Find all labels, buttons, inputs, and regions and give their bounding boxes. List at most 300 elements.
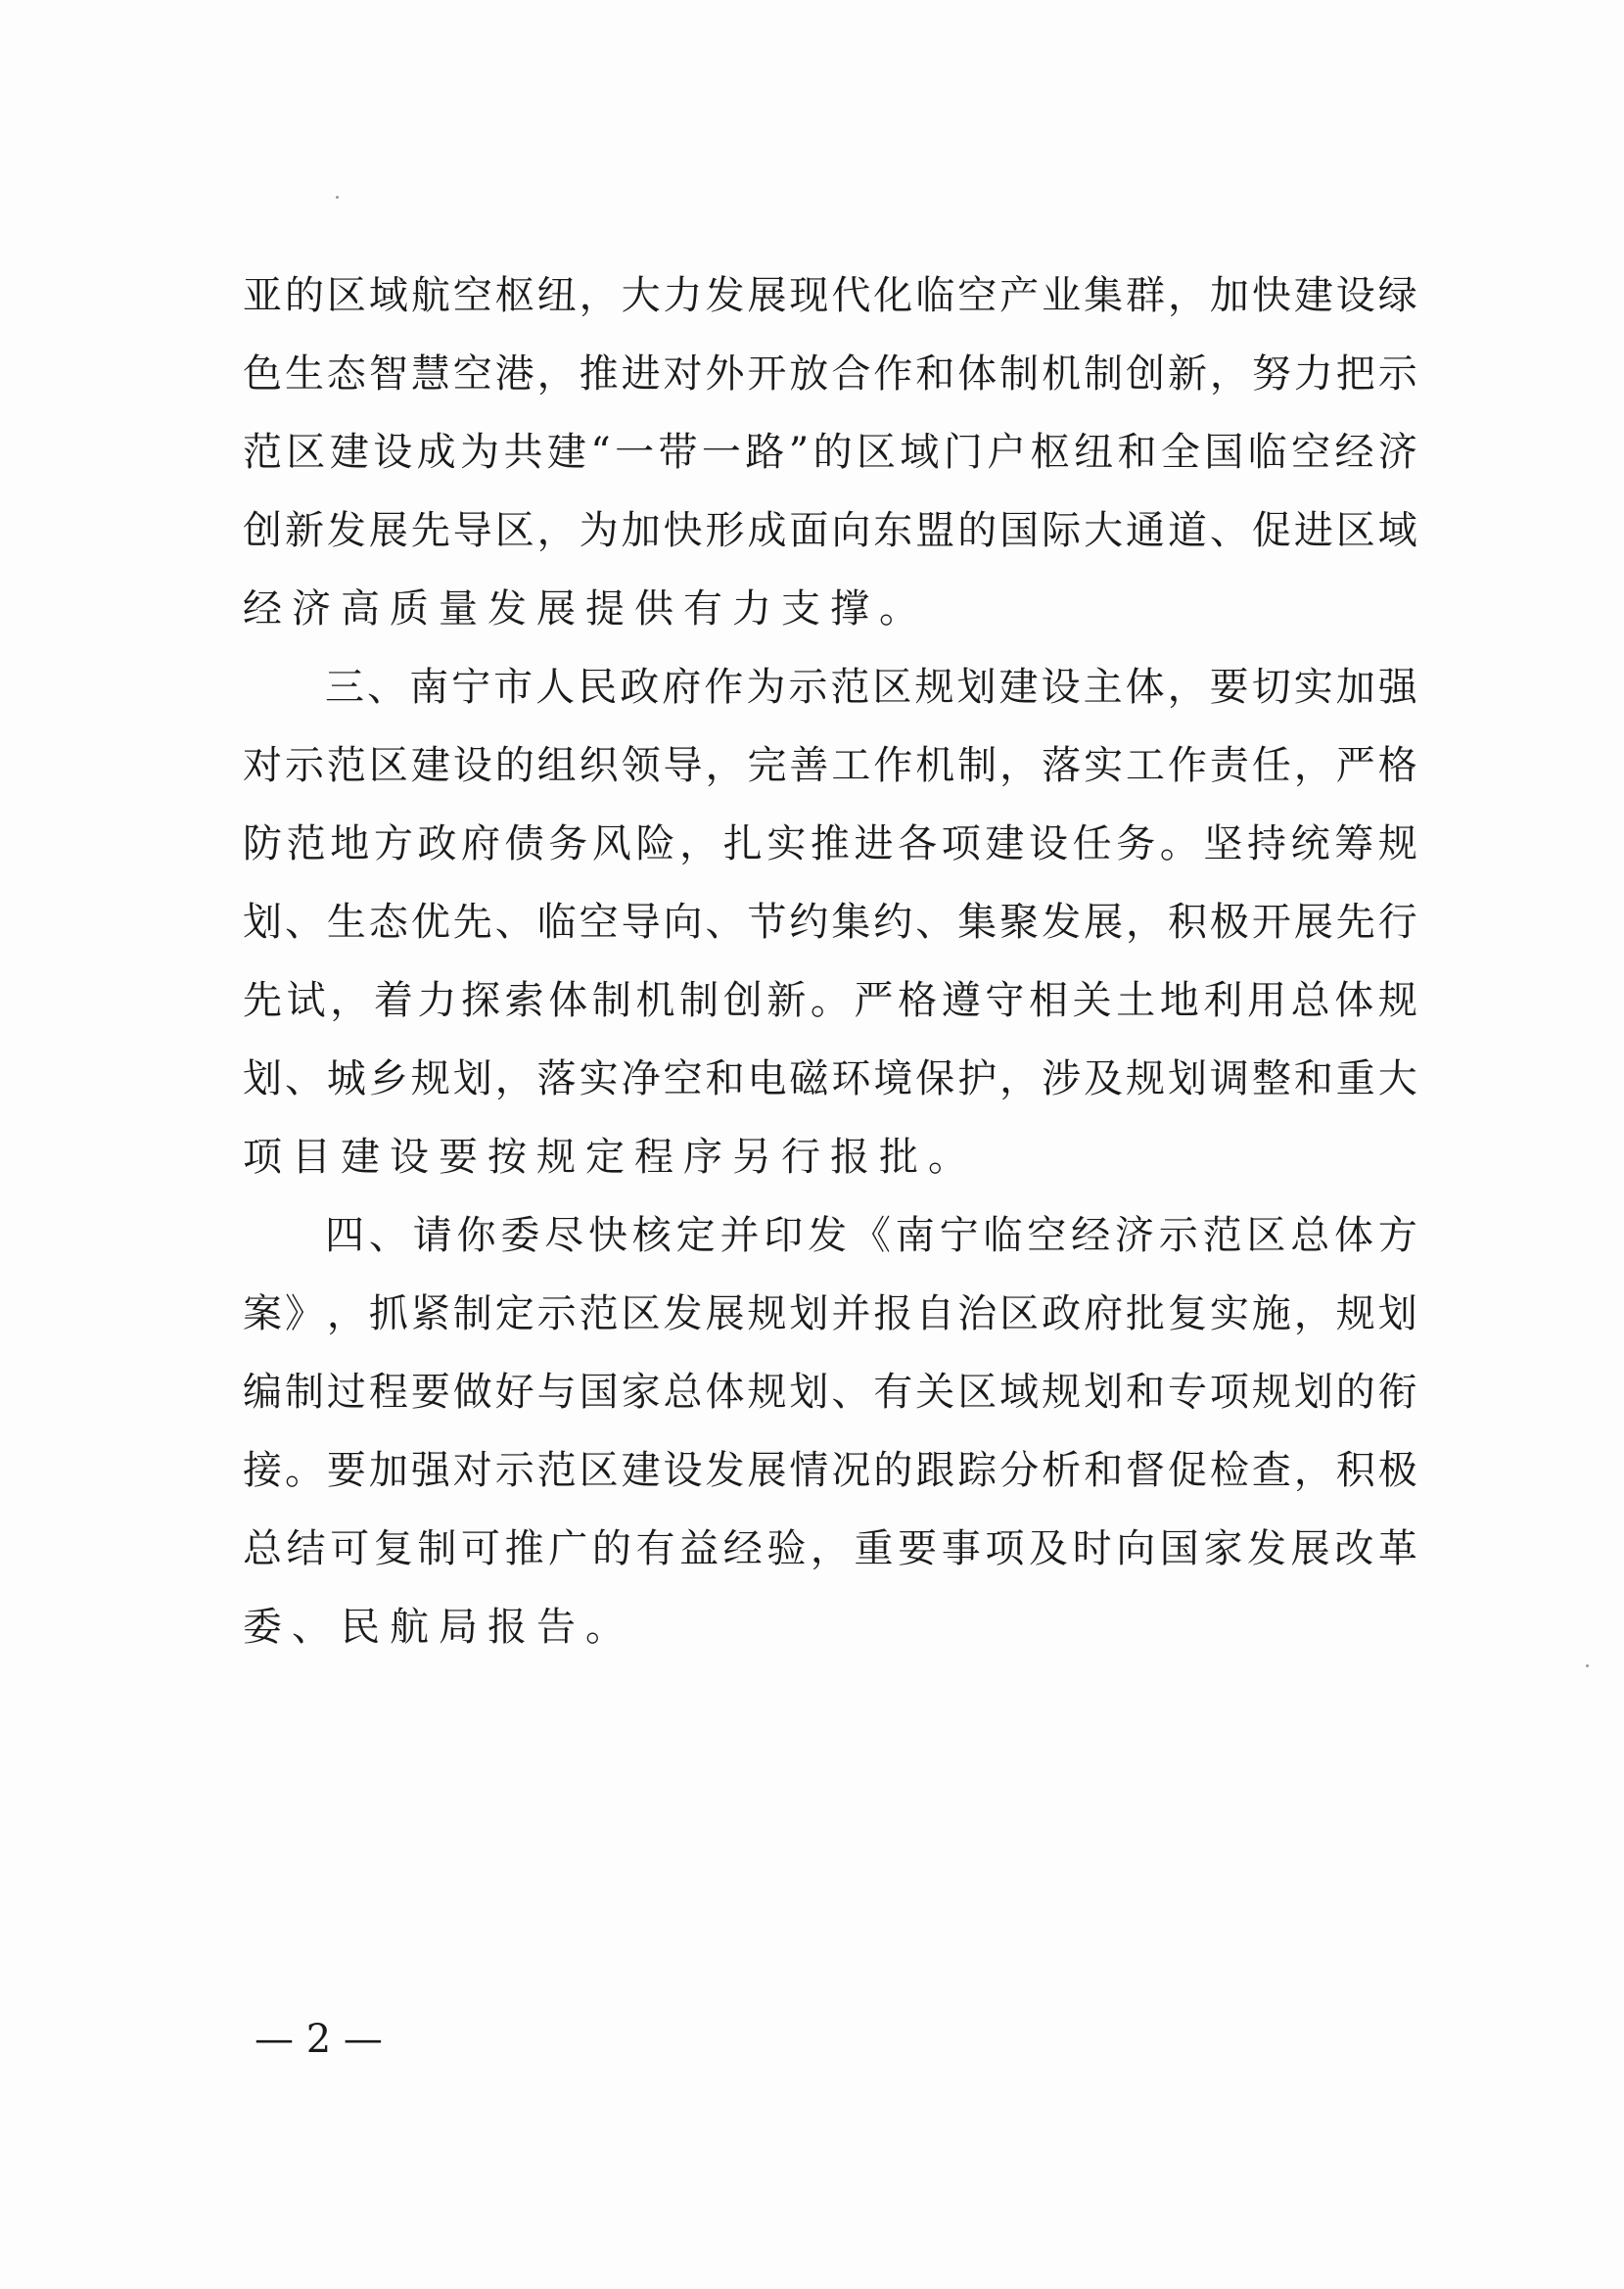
text-char: 推 xyxy=(579,351,619,397)
text-char: 。 xyxy=(1159,821,1199,866)
text-char: 坚 xyxy=(1203,821,1243,866)
text-char: 慧 xyxy=(410,351,450,397)
text-char: 宁 xyxy=(451,665,491,710)
text-char: 新 xyxy=(284,508,324,553)
text-char: 有 xyxy=(635,1526,675,1571)
text-char: 自 xyxy=(915,1291,955,1336)
text-char: 批 xyxy=(1126,1291,1166,1336)
text-char: 快 xyxy=(1251,273,1291,318)
text-char: 区 xyxy=(872,665,912,710)
text-char: 开 xyxy=(747,351,787,397)
text-char: 情 xyxy=(789,1448,829,1493)
text-char: 严 xyxy=(1335,743,1375,788)
text-char: 建 xyxy=(410,743,450,788)
text-char: ， xyxy=(326,1291,366,1336)
text-char: 亚 xyxy=(243,273,282,318)
text-char: 持 xyxy=(1247,821,1287,866)
body-text xyxy=(243,257,1417,1666)
text-char: ， xyxy=(1209,351,1249,397)
text-char: 智 xyxy=(368,351,408,397)
text-char: 节 xyxy=(747,900,787,945)
scan-speck xyxy=(1586,1664,1589,1667)
text-char: 化 xyxy=(873,273,913,318)
text-char: ， xyxy=(1167,273,1207,318)
text-line xyxy=(243,805,1417,883)
text-char: 善 xyxy=(789,743,829,788)
text-char: 况 xyxy=(831,1448,871,1493)
text-char: 生 xyxy=(284,351,324,397)
text-char: 磁 xyxy=(789,1056,829,1101)
text-char: 和 xyxy=(915,351,955,397)
text-char: 编 xyxy=(243,1370,282,1415)
text-char: 广 xyxy=(548,1526,588,1571)
text-char: 创 xyxy=(243,508,282,553)
text-char: 有 xyxy=(873,1370,913,1415)
scan-speck xyxy=(336,196,339,199)
text-char: 合 xyxy=(831,351,871,397)
text-char: 筹 xyxy=(1334,821,1374,866)
text-char: 示 xyxy=(494,1448,534,1493)
text-char: 作 xyxy=(873,743,913,788)
text-char: 创 xyxy=(1126,351,1166,397)
text-line xyxy=(243,1510,1417,1588)
text-char: 实 xyxy=(579,1056,619,1101)
text-char: 群 xyxy=(1126,273,1166,318)
text-char: 示 xyxy=(1158,1213,1198,1258)
text-char: 跟 xyxy=(915,1448,955,1493)
text-char: 的 xyxy=(284,273,324,318)
text-char: 关 xyxy=(1072,978,1112,1023)
text-char: 建 xyxy=(985,821,1025,866)
text-char: “ xyxy=(590,430,611,475)
text-char: 、 xyxy=(831,1370,871,1415)
text-char: 通 xyxy=(1126,508,1166,553)
text-char: 态 xyxy=(326,351,366,397)
text-char: 要 xyxy=(898,1526,938,1571)
text-char: 体 xyxy=(957,351,998,397)
text-char: 衔 xyxy=(1377,1370,1417,1415)
text-char: 成 xyxy=(747,508,787,553)
text-char: 划 xyxy=(243,900,282,945)
text-char: 机 xyxy=(635,978,675,1023)
text-char: 建 xyxy=(998,665,1039,710)
text-char: 向 xyxy=(663,900,703,945)
text-char: 空 xyxy=(957,273,998,318)
text-char: 大 xyxy=(621,273,661,318)
text-char: 家 xyxy=(1203,1526,1243,1571)
text-char: 重 xyxy=(1335,1056,1375,1101)
text-char: 示 xyxy=(788,665,828,710)
text-line xyxy=(243,1196,1417,1275)
text-char: 用 xyxy=(1247,978,1287,1023)
text-char: ， xyxy=(1293,1448,1333,1493)
text-char: 革 xyxy=(1377,1526,1417,1571)
text-char: 的 xyxy=(494,743,534,788)
text-char: 推 xyxy=(504,1526,544,1571)
text-char: 抓 xyxy=(368,1291,408,1336)
text-char: 施 xyxy=(1251,1291,1291,1336)
text-char: 国 xyxy=(579,1370,619,1415)
text-char: 空 xyxy=(1027,1213,1067,1258)
text-char: 区 xyxy=(579,1448,619,1493)
text-char: 范 xyxy=(286,821,326,866)
text-char: 制 xyxy=(1084,351,1124,397)
text-char: 要 xyxy=(1209,665,1249,710)
text-line xyxy=(243,1431,1417,1510)
text-char: 体 xyxy=(1334,1213,1374,1258)
text-char: 可 xyxy=(461,1526,501,1571)
text-char: 设 xyxy=(373,430,413,475)
text-char: 集 xyxy=(831,900,871,945)
text-char: 政 xyxy=(417,821,457,866)
text-char: 体 xyxy=(548,978,588,1023)
text-char: 枢 xyxy=(1030,430,1070,475)
text-char: 做 xyxy=(452,1370,492,1415)
text-char: 把 xyxy=(1335,351,1375,397)
text-char: 制 xyxy=(999,351,1040,397)
text-char: ， xyxy=(1293,743,1333,788)
text-char: 快 xyxy=(587,1213,627,1258)
text-char: 三 xyxy=(325,665,364,710)
text-char: 复 xyxy=(1167,1291,1207,1336)
text-char: 放 xyxy=(789,351,829,397)
text-char: 成 xyxy=(416,430,456,475)
text-char: 保 xyxy=(915,1056,955,1101)
text-char: 推 xyxy=(810,821,850,866)
text-char: 府 xyxy=(461,821,501,866)
text-char: 域 xyxy=(1377,508,1417,553)
text-line xyxy=(243,413,1417,491)
text-char: 、 xyxy=(367,665,407,710)
text-char: 济 xyxy=(1114,1213,1154,1258)
text-char: 尽 xyxy=(544,1213,584,1258)
text-char: 境 xyxy=(873,1056,913,1101)
text-char: 力 xyxy=(663,273,703,318)
text-char: 规 xyxy=(747,1370,787,1415)
text-line xyxy=(243,726,1417,805)
text-char: 域 xyxy=(368,273,408,318)
text-char: 检 xyxy=(1209,1448,1249,1493)
text-char: 实 xyxy=(1293,665,1333,710)
text-char: 路 xyxy=(745,430,785,475)
text-char: 南 xyxy=(895,1213,935,1258)
text-char: 制 xyxy=(417,1526,457,1571)
text-line xyxy=(243,961,1417,1040)
text-char: 积 xyxy=(1167,900,1207,945)
text-char: 工 xyxy=(831,743,871,788)
text-char: 落 xyxy=(1042,743,1082,788)
text-char: 实 xyxy=(1084,743,1124,788)
text-char: 防 xyxy=(243,821,282,866)
text-char: 统 xyxy=(1290,821,1330,866)
text-char: 进 xyxy=(621,351,661,397)
text-char: 好 xyxy=(494,1370,534,1415)
text-char: 示 xyxy=(536,1291,577,1336)
text-char: 。 xyxy=(284,1448,324,1493)
paragraph-1 xyxy=(243,257,1417,648)
text-char: 项 xyxy=(985,1526,1025,1571)
text-char: 治 xyxy=(957,1291,998,1336)
text-char: 净 xyxy=(621,1056,661,1101)
text-char: 相 xyxy=(1028,978,1068,1023)
text-char: 盟 xyxy=(915,508,955,553)
text-char: 范 xyxy=(830,665,870,710)
text-char: 大 xyxy=(1377,1056,1417,1101)
text-char: 事 xyxy=(941,1526,981,1571)
text-char: 的 xyxy=(591,1526,631,1571)
text-char: 析 xyxy=(1042,1448,1082,1493)
text-char: 建 xyxy=(621,1448,661,1493)
text-char: 进 xyxy=(1293,508,1333,553)
text-char: ， xyxy=(679,821,719,866)
text-char: 工 xyxy=(1126,743,1166,788)
text-char: 作 xyxy=(1167,743,1207,788)
text-char: 新 xyxy=(1167,351,1207,397)
text-char: 积 xyxy=(1335,1448,1375,1493)
text-char: 域 xyxy=(900,430,940,475)
text-char: 规 xyxy=(747,1291,787,1336)
text-char: 格 xyxy=(898,978,938,1023)
text-char: 项 xyxy=(941,821,981,866)
text-char: ， xyxy=(705,743,745,788)
text-char: 任 xyxy=(1072,821,1112,866)
text-char: 试 xyxy=(286,978,326,1023)
text-char: 的 xyxy=(812,430,853,475)
text-char: 力 xyxy=(1293,351,1333,397)
text-char: 市 xyxy=(493,665,534,710)
text-char: 展 xyxy=(368,508,408,553)
text-char: 设 xyxy=(663,1448,703,1493)
text-line: 项目建设要按规定程序另行报批。 xyxy=(243,1135,977,1180)
text-char: 乡 xyxy=(368,1056,408,1101)
text-char: 关 xyxy=(915,1370,955,1415)
paragraph-2 xyxy=(243,648,1417,1196)
text-char: 》 xyxy=(284,1291,324,1336)
text-char: 临 xyxy=(536,900,577,945)
text-char: 空 xyxy=(452,273,492,318)
text-char: 守 xyxy=(985,978,1025,1023)
text-char: 发 xyxy=(705,273,745,318)
text-char: 航 xyxy=(410,273,450,318)
text-char: 和 xyxy=(1293,1056,1333,1101)
text-char: 规 xyxy=(1335,1291,1375,1336)
text-char: 为 xyxy=(579,508,619,553)
text-char: 展 xyxy=(747,1448,787,1493)
text-char: 护 xyxy=(957,1056,998,1101)
text-char: 范 xyxy=(536,1448,577,1493)
text-char: 及 xyxy=(1028,1526,1068,1571)
text-char: 共 xyxy=(503,430,543,475)
text-char: 定 xyxy=(494,1291,534,1336)
text-char: 划 xyxy=(789,1291,829,1336)
text-char: 力 xyxy=(417,978,457,1023)
text-char: 制 xyxy=(591,978,631,1023)
text-char: 制 xyxy=(284,1370,324,1415)
text-char: 和 xyxy=(705,1056,745,1101)
text-char: 业 xyxy=(1042,273,1082,318)
text-char: 索 xyxy=(504,978,544,1023)
text-char: 及 xyxy=(1084,1056,1124,1101)
text-char: 先 xyxy=(243,978,282,1023)
text-char: 府 xyxy=(1084,1291,1124,1336)
text-char: 示 xyxy=(284,743,324,788)
text-char: 态 xyxy=(368,900,408,945)
text-char: 区 xyxy=(368,743,408,788)
text-char: 划 xyxy=(452,1056,492,1101)
text-char: 织 xyxy=(579,743,619,788)
text-char: 格 xyxy=(1377,743,1417,788)
text-char: 作 xyxy=(873,351,913,397)
text-char: 划 xyxy=(956,665,997,710)
text-char: ， xyxy=(999,1056,1040,1101)
text-char: ， xyxy=(536,508,577,553)
text-char: 门 xyxy=(943,430,983,475)
text-char: 调 xyxy=(1209,1056,1249,1101)
text-char: 完 xyxy=(747,743,787,788)
text-char: 面 xyxy=(789,508,829,553)
text-char: 、 xyxy=(1209,508,1249,553)
text-char: 政 xyxy=(620,665,660,710)
text-char: 极 xyxy=(1377,1448,1417,1493)
text-char: 约 xyxy=(873,900,913,945)
text-char: 险 xyxy=(635,821,675,866)
text-char: 家 xyxy=(621,1370,661,1415)
text-char: 、 xyxy=(284,900,324,945)
text-char: 、 xyxy=(284,1056,324,1101)
text-line xyxy=(243,648,1417,726)
text-char: 导 xyxy=(452,508,492,553)
text-char: 临 xyxy=(983,1213,1023,1258)
text-char: 机 xyxy=(1042,351,1082,397)
text-char: 范 xyxy=(326,743,366,788)
text-char: 发 xyxy=(705,1448,745,1493)
text-char: ， xyxy=(579,273,619,318)
text-char: 行 xyxy=(1377,900,1417,945)
text-char: 展 xyxy=(1084,900,1124,945)
text-char: 区 xyxy=(1246,1213,1286,1258)
text-char: 向 xyxy=(1116,1526,1156,1571)
text-char: 代 xyxy=(831,273,871,318)
text-char: 委 xyxy=(500,1213,540,1258)
text-char: 港 xyxy=(494,351,534,397)
text-char: 过 xyxy=(326,1370,366,1415)
text-char: 对 xyxy=(452,1448,492,1493)
text-char: 落 xyxy=(536,1056,577,1101)
text-char: 方 xyxy=(1377,1213,1417,1258)
text-char: 专 xyxy=(1167,1370,1207,1415)
text-char: 与 xyxy=(536,1370,577,1415)
text-char: 加 xyxy=(1335,665,1375,710)
text-char: 户 xyxy=(987,430,1027,475)
text-char: 强 xyxy=(1377,665,1417,710)
text-char: 案 xyxy=(243,1291,282,1336)
text-char: 着 xyxy=(373,978,413,1023)
text-char: 严 xyxy=(854,978,894,1023)
text-line xyxy=(243,491,1417,570)
text-char: 发 xyxy=(326,508,366,553)
text-char: 范 xyxy=(579,1291,619,1336)
text-char: 展 xyxy=(1290,1526,1330,1571)
text-char: 规 xyxy=(1126,1056,1166,1101)
text-char: 遵 xyxy=(941,978,981,1023)
text-char: 经 xyxy=(722,1526,763,1571)
text-char: 环 xyxy=(831,1056,871,1101)
text-char: 踪 xyxy=(957,1448,998,1493)
text-char: 经 xyxy=(1334,430,1374,475)
text-char: 总 xyxy=(243,1526,282,1571)
text-char: 区 xyxy=(494,508,534,553)
text-line xyxy=(243,257,1417,335)
text-char: 一 xyxy=(701,430,741,475)
text-char: 快 xyxy=(663,508,703,553)
text-char: 集 xyxy=(957,900,998,945)
text-char: 和 xyxy=(1117,430,1157,475)
text-char: 探 xyxy=(461,978,501,1023)
text-char: 现 xyxy=(789,273,829,318)
text-char: 督 xyxy=(1126,1448,1166,1493)
text-char: 、 xyxy=(915,900,955,945)
text-char: 总 xyxy=(663,1370,703,1415)
text-char: 规 xyxy=(410,1056,450,1101)
text-char: 民 xyxy=(578,665,618,710)
text-char: 国 xyxy=(999,508,1040,553)
text-char: 促 xyxy=(1251,508,1291,553)
text-char: 核 xyxy=(631,1213,672,1258)
text-line xyxy=(243,1040,1417,1118)
text-char: 发 xyxy=(663,1291,703,1336)
text-char: 程 xyxy=(368,1370,408,1415)
text-char: 结 xyxy=(286,1526,326,1571)
paragraph-3 xyxy=(243,1196,1417,1666)
text-char: 促 xyxy=(1167,1448,1207,1493)
text-char: 设 xyxy=(1335,273,1375,318)
text-char: 道 xyxy=(1167,508,1207,553)
text-char: 重 xyxy=(854,1526,894,1571)
text-char: 临 xyxy=(1247,430,1287,475)
text-char: 要 xyxy=(326,1448,366,1493)
text-char: 划 xyxy=(1377,1291,1417,1336)
text-char: 聚 xyxy=(999,900,1040,945)
text-char: 报 xyxy=(873,1291,913,1336)
text-char: 一 xyxy=(615,430,655,475)
text-char: 示 xyxy=(1377,351,1417,397)
text-char: 对 xyxy=(243,743,282,788)
text-char: 、 xyxy=(494,900,534,945)
text-char: 并 xyxy=(831,1291,871,1336)
text-char: ， xyxy=(536,351,577,397)
text-char: 生 xyxy=(326,900,366,945)
text-char: 创 xyxy=(722,978,763,1023)
text-char: 和 xyxy=(1126,1370,1166,1415)
text-char: 地 xyxy=(1159,978,1199,1023)
text-char: 色 xyxy=(243,351,282,397)
text-char: 债 xyxy=(504,821,544,866)
text-char: ， xyxy=(1293,1291,1333,1336)
text-char: 极 xyxy=(1209,900,1249,945)
text-char: 向 xyxy=(831,508,871,553)
text-char: 各 xyxy=(898,821,938,866)
text-char: 人 xyxy=(535,665,576,710)
text-char: 规 xyxy=(1377,978,1417,1023)
text-char: 经 xyxy=(1071,1213,1111,1258)
text-char: 紧 xyxy=(410,1291,450,1336)
text-char: 济 xyxy=(1377,430,1417,475)
text-char: 规 xyxy=(914,665,954,710)
text-char: 空 xyxy=(452,351,492,397)
text-char: 、 xyxy=(705,900,745,945)
text-char: 东 xyxy=(873,508,913,553)
text-char: 和 xyxy=(1084,1448,1124,1493)
